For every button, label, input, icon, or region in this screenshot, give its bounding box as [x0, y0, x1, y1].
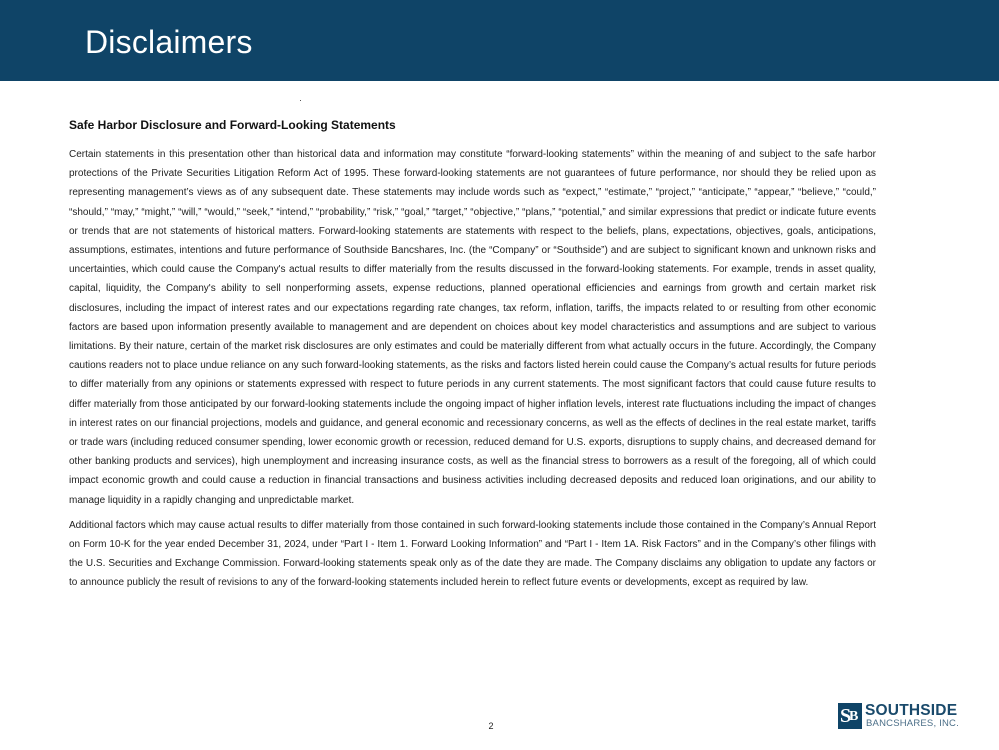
- stray-mark: [300, 100, 301, 101]
- page-title: Disclaimers: [85, 24, 253, 60]
- disclaimer-paragraph-2: Additional factors which may cause actual results to differ materially from those contained in such forward-looking statements include those contained in the Company’s Annual Report on Form 10-K for the year ended December 31, 2024, under “Part I - Item 1. Forward Looking Information” and “Part I - Item 1A. Risk Factors” and in the Company’s other filings with the U.S. Securities and Exchange Commission. Forward-looking statements speak only as of the date they are made. The Company disclaims any obligation to update any factors or to announce publicly the result of revisions to any of the forward-looking statements included herein to reflect future events or developments, except as required by law.: [69, 519, 876, 589]
- disclaimer-paragraph-1: Certain statements in this presentation other than historical data and information may constitute “forward-looking statements” within the meaning of and subject to the safe harbor protections of the Private Securities Litigation Reform Act of 1995. These forward-looking statements are not guarantees of future performance, nor should they be relied upon as representing management’s views as of any subsequent date. These statements may include words such as “expect,” “estimate,” “project,” “anticipate,” “appear,” “believe,” “could,” “should,” “may,” “might,” “will,” “would,” “seek,” “intend,” “probability,” “risk,” “goal,” “target,” “objective,” “plans,” “potential,” and similar expressions that predict or indicate future events or trends that are not statements of historical matters. Forward-looking statements are statements with respect to the beliefs, plans, expectations, objectives, goals, anticipations, assumptions, estimates, intentions and future performance of Southside Bancshares, Inc. (the “Company” or “Southside”) and are subject to significant known and unknown risks and uncertainties, which could cause the Company's actual results to differ materially from the results discussed in the forward-looking statements. For example, trends in asset quality, capital, liquidity, the Company's ability to sell nonperforming assets, expense reductions, planned operational efficiencies and earnings from growth and certain market risk disclosures, including the impact of interest rates and our expectations regarding rate changes, tax reform, inflation, tariffs, the impacts related to or resulting from other economic factors are based upon information presently available to management and are dependent on choices about key model characteristics and assumptions and are subject to various limitations. By their nature, certain of the market risk disclosures are only estimates and could be materially different from what actually occurs in the future. Accordingly, the Company cautions readers not to place undue reliance on any such forward-looking statements, as the risks and factors listed herein could cause the Company’s actual results for future periods to differ materially from any opinions or statements expressed with respect to future periods in any current statements. The most significant factors that could cause future results to differ materially from those anticipated by our forward-looking statements include the ongoing impact of higher inflation levels, interest rate fluctuations including the impact of changes in interest rates on our financial projections, models and guidance, and general economic and recessionary concerns, as well as the effects of declines in the real estate market, tariffs or trade wars (including reduced consumer spending, lower economic growth or recession, reduced demand for U.S. exports, disruptions to supply chains, and decreased demand for other banking products and services), high unemployment and increasing insurance costs, as well as the financial stress to borrowers as a result of the foregoing, all of which could impact economic growth and could cause a reduction in financial transactions and business activities including decreased deposits and reduced loan originations, and our ability to manage liquidity in a rapidly changing and unpredictable market.: [69, 149, 876, 506]
- page-number: 2: [488, 721, 494, 731]
- header-bar: [0, 0, 999, 81]
- logo-name: SOUTHSIDE: [865, 702, 958, 719]
- logo-mark-icon: S B: [838, 703, 862, 729]
- disclaimer-section: [69, 117, 876, 599]
- section-heading: Safe Harbor Disclosure and Forward-Looking Statements: [69, 118, 396, 132]
- southside-logo: [838, 703, 973, 730]
- logo-subtitle: BANCSHARES, INC.: [866, 718, 959, 729]
